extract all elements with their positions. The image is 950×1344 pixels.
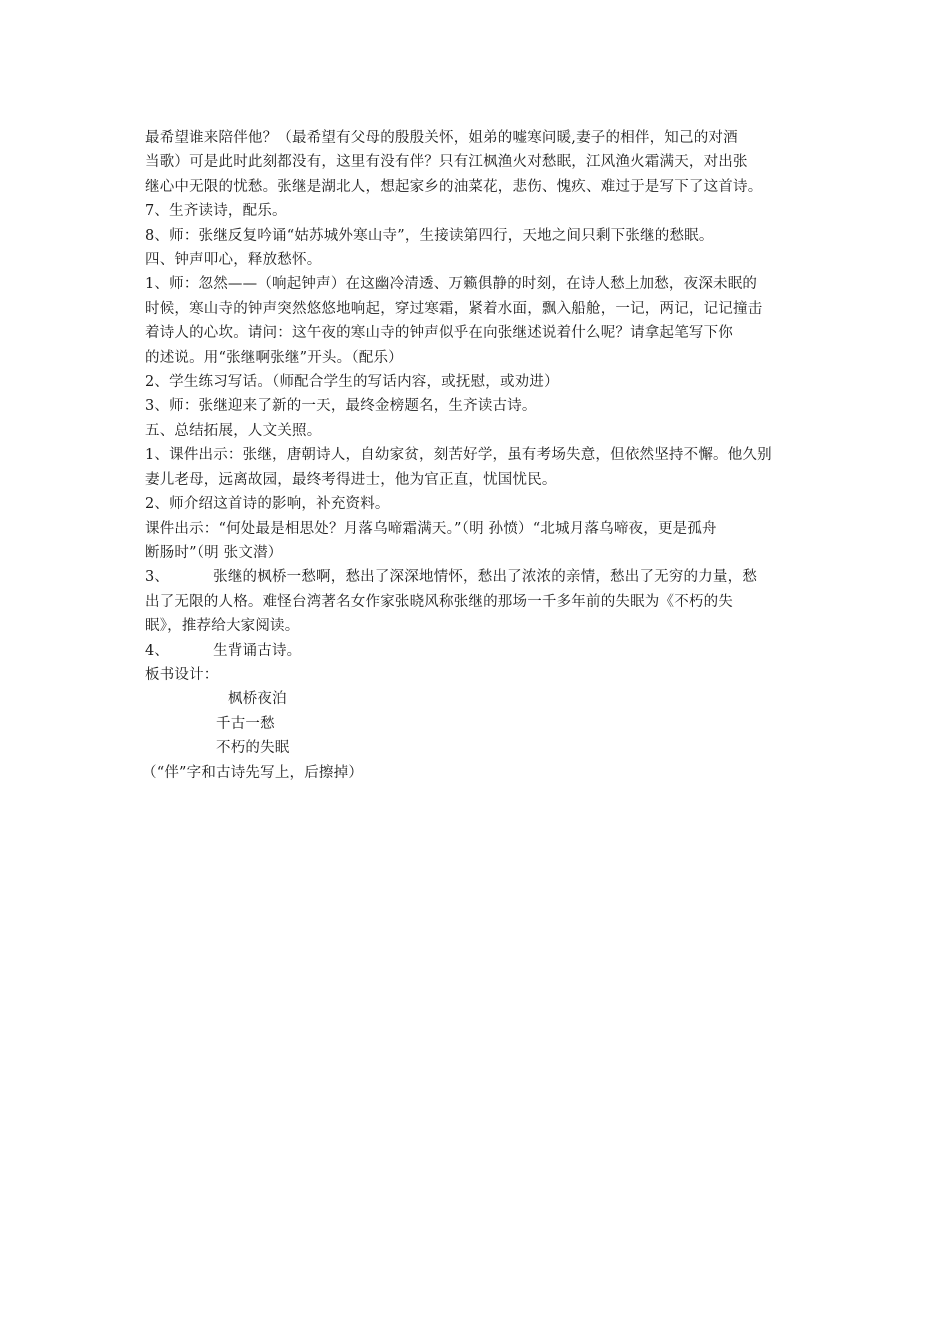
- board-note: （“伴”字和古诗先写上，后擦掉）: [142, 764, 364, 781]
- section-heading: 四、钟声叩心，释放愁怀。: [145, 252, 322, 269]
- list-item-4: [145, 639, 810, 663]
- list-item: 3、师：张继迎来了新的一天，最终金榜题名，生齐读古诗。: [145, 398, 537, 415]
- list-item: 2、师介绍这首诗的影响，补充资料。: [145, 496, 390, 513]
- section-heading: 五、总结拓展，人文关照。: [145, 422, 322, 439]
- list-item: 8、师：张继反复吟诵“姑苏城外寒山寺”，生接读第四行，天地之间只剩下张继的愁眠。: [145, 227, 714, 244]
- text-line: 最希望谁来陪伴他？（最希望有父母的殷殷关怀，姐弟的嘘寒问暖,妻子的相伴，知己的对酒: [145, 130, 738, 146]
- document-page: [142, 126, 810, 785]
- list-item: 2、学生练习写话。（师配合学生的写话内容，或抚慰，或劝进）: [145, 374, 559, 391]
- text-line: 眠》，推荐给大家阅读。: [145, 618, 300, 635]
- text-line: 妻儿老母，远离故园，最终考得进士，他为官正直，忧国忧民。: [145, 471, 557, 488]
- item-number: 4、: [145, 642, 170, 659]
- item-text: 张继的枫桥一愁啊，愁出了深深地情怀，愁出了浓浓的亲情，愁出了无穷的力量，愁: [213, 569, 758, 586]
- list-item-3: [145, 565, 810, 589]
- board-line: 不朽的失眠: [216, 740, 290, 757]
- board-title: 枫桥夜泊: [228, 691, 287, 708]
- item-number: 3、: [145, 569, 170, 586]
- text-line: 出了无限的人格。难怪台湾著名女作家张晓风称张继的那场一千多年前的失眠为《不朽的失: [145, 593, 733, 610]
- list-item: 7、生齐读诗，配乐。: [145, 203, 287, 220]
- quote-line: 课件出示：“何处最是相思处？月落乌啼霜满天。”（明 孙愤）“北城月落乌啼夜，更是孤舟: [145, 520, 717, 537]
- board-line: 千古一愁: [216, 715, 275, 732]
- text-line: 的述说。用“张继啊张继”开头。（配乐）: [145, 349, 403, 366]
- text-line: 着诗人的心坎。请问：这午夜的寒山寺的钟声似乎在向张继述说着什么呢？请拿起笔写下你: [145, 325, 733, 342]
- text-line: 继心中无限的忧愁。张继是湖北人，想起家乡的油菜花，悲伤、愧疚、难过于是写下了这首诗。: [145, 178, 763, 195]
- text-line: 时候，寒山寺的钟声突然悠悠地响起，穿过寒霜，紧着水面，飘入船舱，一记，两记，记记撞击: [145, 300, 763, 317]
- quote-line: 断肠时”（明 张文潜）: [145, 544, 283, 561]
- item-text: 生背诵古诗。: [213, 642, 302, 659]
- board-design-heading: 板书设计：: [145, 666, 219, 683]
- list-item: 1、课件出示：张继，唐朝诗人，自幼家贫，刻苦好学，虽有考场失意，但依然坚持不懈。他久别: [145, 447, 772, 464]
- text-line: 当歌）可是此时此刻都没有，这里有没有伴？只有江枫渔火对愁眠，江风渔火霜满天，对出张: [145, 154, 748, 171]
- list-item: 1、师：忽然——（响起钟声）在这幽冷清透、万籁俱静的时刻，在诗人愁上加愁，夜深未眠的: [145, 276, 758, 293]
